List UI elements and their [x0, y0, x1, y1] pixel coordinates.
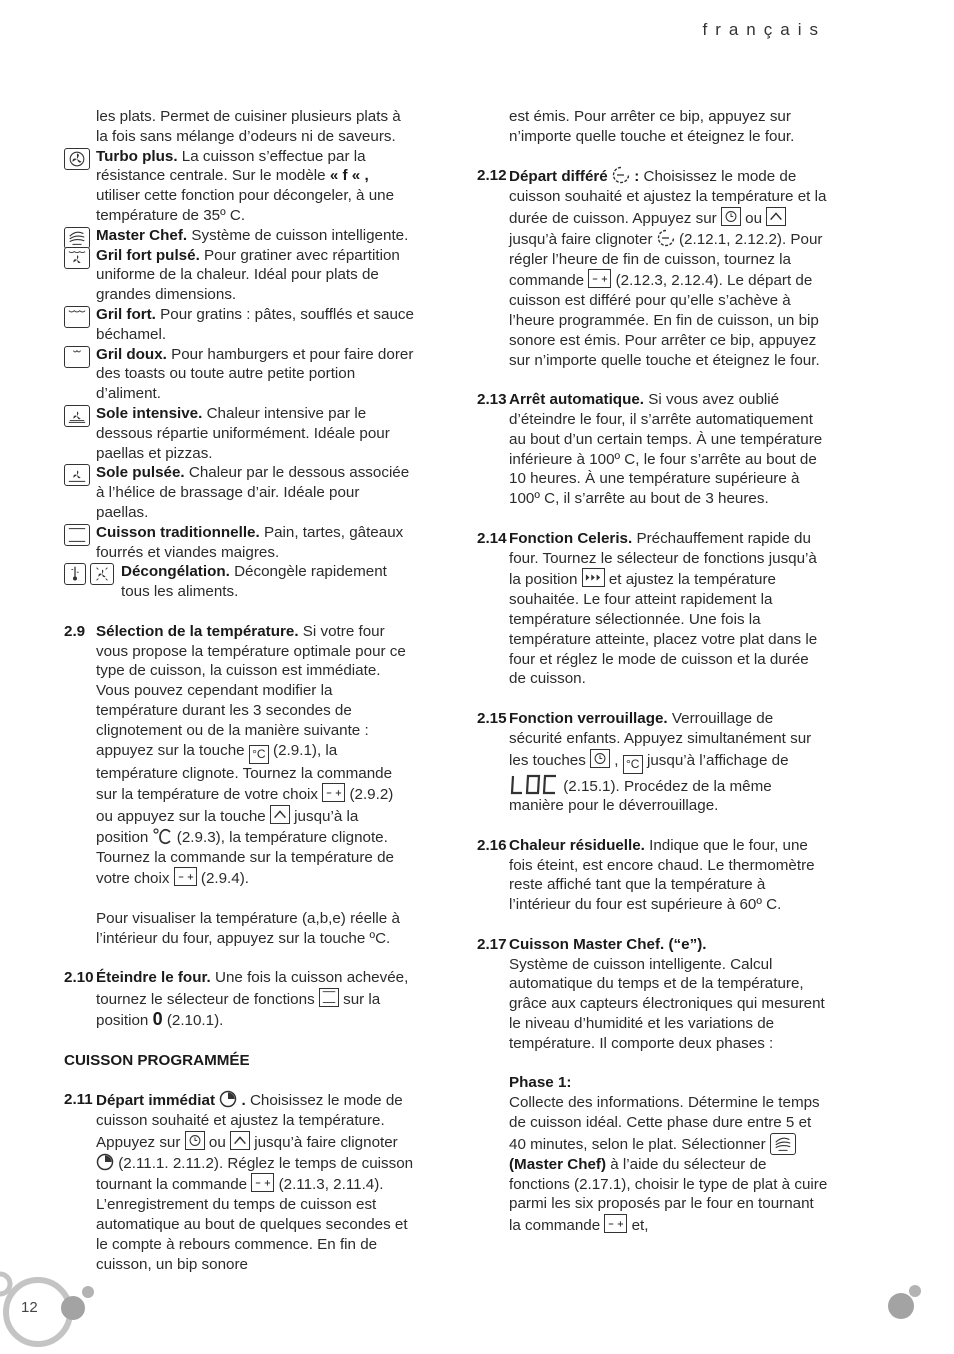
master-chef-icon — [770, 1133, 796, 1155]
continued-paragraph: est émis. Pour arrêter ce bip, appuyez sur n’importe quelle touche et éteignez le four. — [509, 108, 795, 145]
minus-plus-icon — [251, 1173, 274, 1192]
delayed-start-icon — [612, 166, 630, 184]
immediate-start-icon — [96, 1153, 114, 1171]
right-column — [477, 107, 829, 1236]
chevron-up-key-icon — [230, 1131, 250, 1150]
clock-key-icon — [721, 207, 741, 226]
chevron-up-key-icon — [766, 207, 786, 226]
mode-gril-fort-pulse: Gril fort pulsé. Pour gratiner avec répartition uniforme de la chaleur. Idéal pour plats de grandes dimensions. — [64, 246, 414, 305]
thermometer-icon — [64, 563, 86, 585]
mode-decongelation: Décongélation. Décongèle rapidement tous les aliments. — [64, 562, 414, 602]
language-label: français — [702, 20, 826, 39]
mode-cuisson-traditionnelle: Cuisson traditionnelle. Pain, tartes, gâteaux fourrés et viandes maigres. — [64, 523, 414, 563]
decorative-circles-right — [880, 1280, 930, 1326]
minus-plus-icon — [604, 1214, 627, 1233]
section-2-16: 2.16 Chaleur résiduelle. Indique que le four, une fois éteint, est encore chaud. Le thermomètre reste affiché tant que la température à l’intérieur du four est supérieure à 60º C. — [477, 836, 815, 914]
decorative-circles-left — [0, 1262, 110, 1354]
section-2-10: 2.10 Éteindre le four. Une fois la cuisson achevée, tournez le sélecteur de fonctions sur la position 0 (2.10.1). — [64, 969, 409, 1030]
mode-master-chef: Master Chef. Système de cuisson intelligente. — [64, 226, 414, 246]
phase-1-heading: Phase 1: — [509, 1074, 572, 1092]
delayed-start-icon — [657, 229, 675, 247]
section-2-9-note: Pour visualiser la température (a,b,e) réelle à l’intérieur du four, appuyez sur la touche ºC. — [96, 910, 400, 947]
section-2-15: 2.15 Fonction verrouillage. Verrouillage de sécurité enfants. Appuyez simultanément sur les touches , °C jusqu’à l’affichage de (2.15.1). Procédez de la même manière pour le déverrouillage. — [477, 709, 812, 815]
loc-display-icon — [509, 774, 559, 796]
section-2-11: 2.11 Départ immédiat . Choisissez le mode de cuisson souhaité et ajustez la température. Appuyez sur ou jusqu’à faire clignoter (2.11.1. 2.11.2). Réglez le temps de cuisson tournant la commande (2.11.3, 2.11.4). L’enregistrement du temps de cuisson est automatique au bout de quelques secondes et le compte à rebours commence. En fin de cuisson, un bip sonore — [64, 1091, 414, 1273]
minus-plus-icon — [588, 269, 611, 288]
bottom-heat-intensive-icon — [64, 405, 90, 427]
section-2-9: 2.9 Sélection de la température. Si votre four vous propose la température optimale pour ce type de cuisson, la cuisson est immédiate. Vous pouvez cependant modifier la température durant les 3 secondes de clignotement ou de la manière suivante : appuyez sur la touche °C (2.9.1), la température clignote. Tournez la commande sur la température de votre choix (2.9.2) ou appuyez sur la touche jusqu’à la position (2.9.3), la température clignote. Tournez la commande sur la température de votre choix (2.9.4). — [64, 622, 406, 888]
continued-paragraph: les plats. Permet de cuisiner plusieurs plats à la fois sans mélange d’odeurs ni de saveurs. — [96, 108, 401, 145]
page-number: 12 — [21, 1299, 38, 1316]
section-2-12: 2.12 Départ différé : Choisissez le mode de cuisson souhaité et ajustez la température et la durée de cuisson. Appuyez sur ou jusqu’à faire clignoter (2.12.1, 2.12.2). Pour régler l’heure de fin de cuisson, tournez la commande (2.12.3, 2.12.4). Le départ de cuisson est différé pour qu’elle s’achève à l’heure programmée. En fin de cuisson, un bip sonore est émis. Pour arrêter ce bip, appuyez sur n’importe quelle touche et éteignez le four. — [477, 167, 827, 369]
mode-turbo-plus: Turbo plus. La cuisson s’effectue par la résistance centrale. Sur le modèle « f « , utiliser cette fonction pour décongeler, à une température de 35º C. — [64, 147, 414, 226]
mode-gril-doux: Gril doux. Pour hamburgers et pour faire dorer des toasts ou toute autre petite portion d’aliment. — [64, 345, 414, 404]
mode-sole-pulsee: Sole pulsée. Chaleur par le dessous associée à l’hélice de brassage d’air. Idéale pour paellas. — [64, 463, 414, 522]
grill-fan-icon — [64, 247, 90, 269]
celsius-key-icon: °C — [249, 745, 269, 764]
minus-plus-icon — [174, 867, 197, 886]
immediate-start-icon — [219, 1090, 237, 1108]
section-2-14: 2.14 Fonction Celeris. Préchauffement rapide du four. Tournez le sélecteur de fonctions jusqu’à la position et ajustez la température souhaitée. Le four atteint rapidement la température sélectionnée. Une fois la température atteinte, placez votre plat dans le four et réglez le mode de cuisson et la durée de cuisson. — [477, 529, 818, 688]
mode-gril-fort: Gril fort. Pour gratins : pâtes, soufflés et sauce béchamel. — [64, 305, 414, 345]
zero-position-label: 0 — [152, 1009, 163, 1030]
fast-preheat-icon — [582, 568, 605, 587]
bottom-fan-icon — [64, 464, 90, 486]
top-bottom-heat-icon — [319, 988, 339, 1007]
mode-sole-intensive: Sole intensive. Chaleur intensive par le dessous répartie uniformément. Idéale pour paellas et pizzas. — [64, 404, 414, 463]
minus-plus-icon — [322, 783, 345, 802]
section-2-17: 2.17 Cuisson Master Chef. (“e”). Système de cuisson intelligente. Calcul automatique du temps et de la température, grâce aux capteurs électroniques qui mesurent le niveau d’humidité et les variations de température. Il comporte deux phases : — [477, 935, 825, 1052]
left-column — [64, 107, 414, 1274]
grill-strong-icon — [64, 306, 90, 328]
chevron-up-key-icon — [270, 805, 290, 824]
clock-key-icon — [590, 749, 610, 768]
section-2-13: 2.13 Arrêt automatique. Si vous avez oublié d’éteindre le four, il s’arrête automatiquement au bout d’un certain temps. À une température inférieure à 100º C, le four s’arrête au bout de 10 heures. À une température supérieure à 100º C, il s’arrête au bout de 3 heures. — [477, 391, 823, 508]
phase-1-text: Collecte des informations. Détermine le temps de cuisson idéal. Cette phase dure entre 5 et 40 minutes, selon le plat. Sélectionner (Master Chef) à l’aide du sélecteur de fonctions (2.17.1), choisir le type de plat à cuire parmi les six proposés par le four en tournant la commande et, — [509, 1094, 828, 1235]
celsius-symbol-icon — [153, 827, 173, 845]
defrost-icon — [90, 563, 114, 585]
programmed-cooking-heading: CUISSON PROGRAMMÉE — [64, 1051, 250, 1069]
clock-key-icon — [185, 1131, 205, 1150]
celsius-key-icon: °C — [623, 755, 643, 774]
top-bottom-heat-icon — [64, 524, 90, 546]
turbo-fan-icon — [64, 148, 90, 170]
grill-soft-icon — [64, 346, 90, 368]
